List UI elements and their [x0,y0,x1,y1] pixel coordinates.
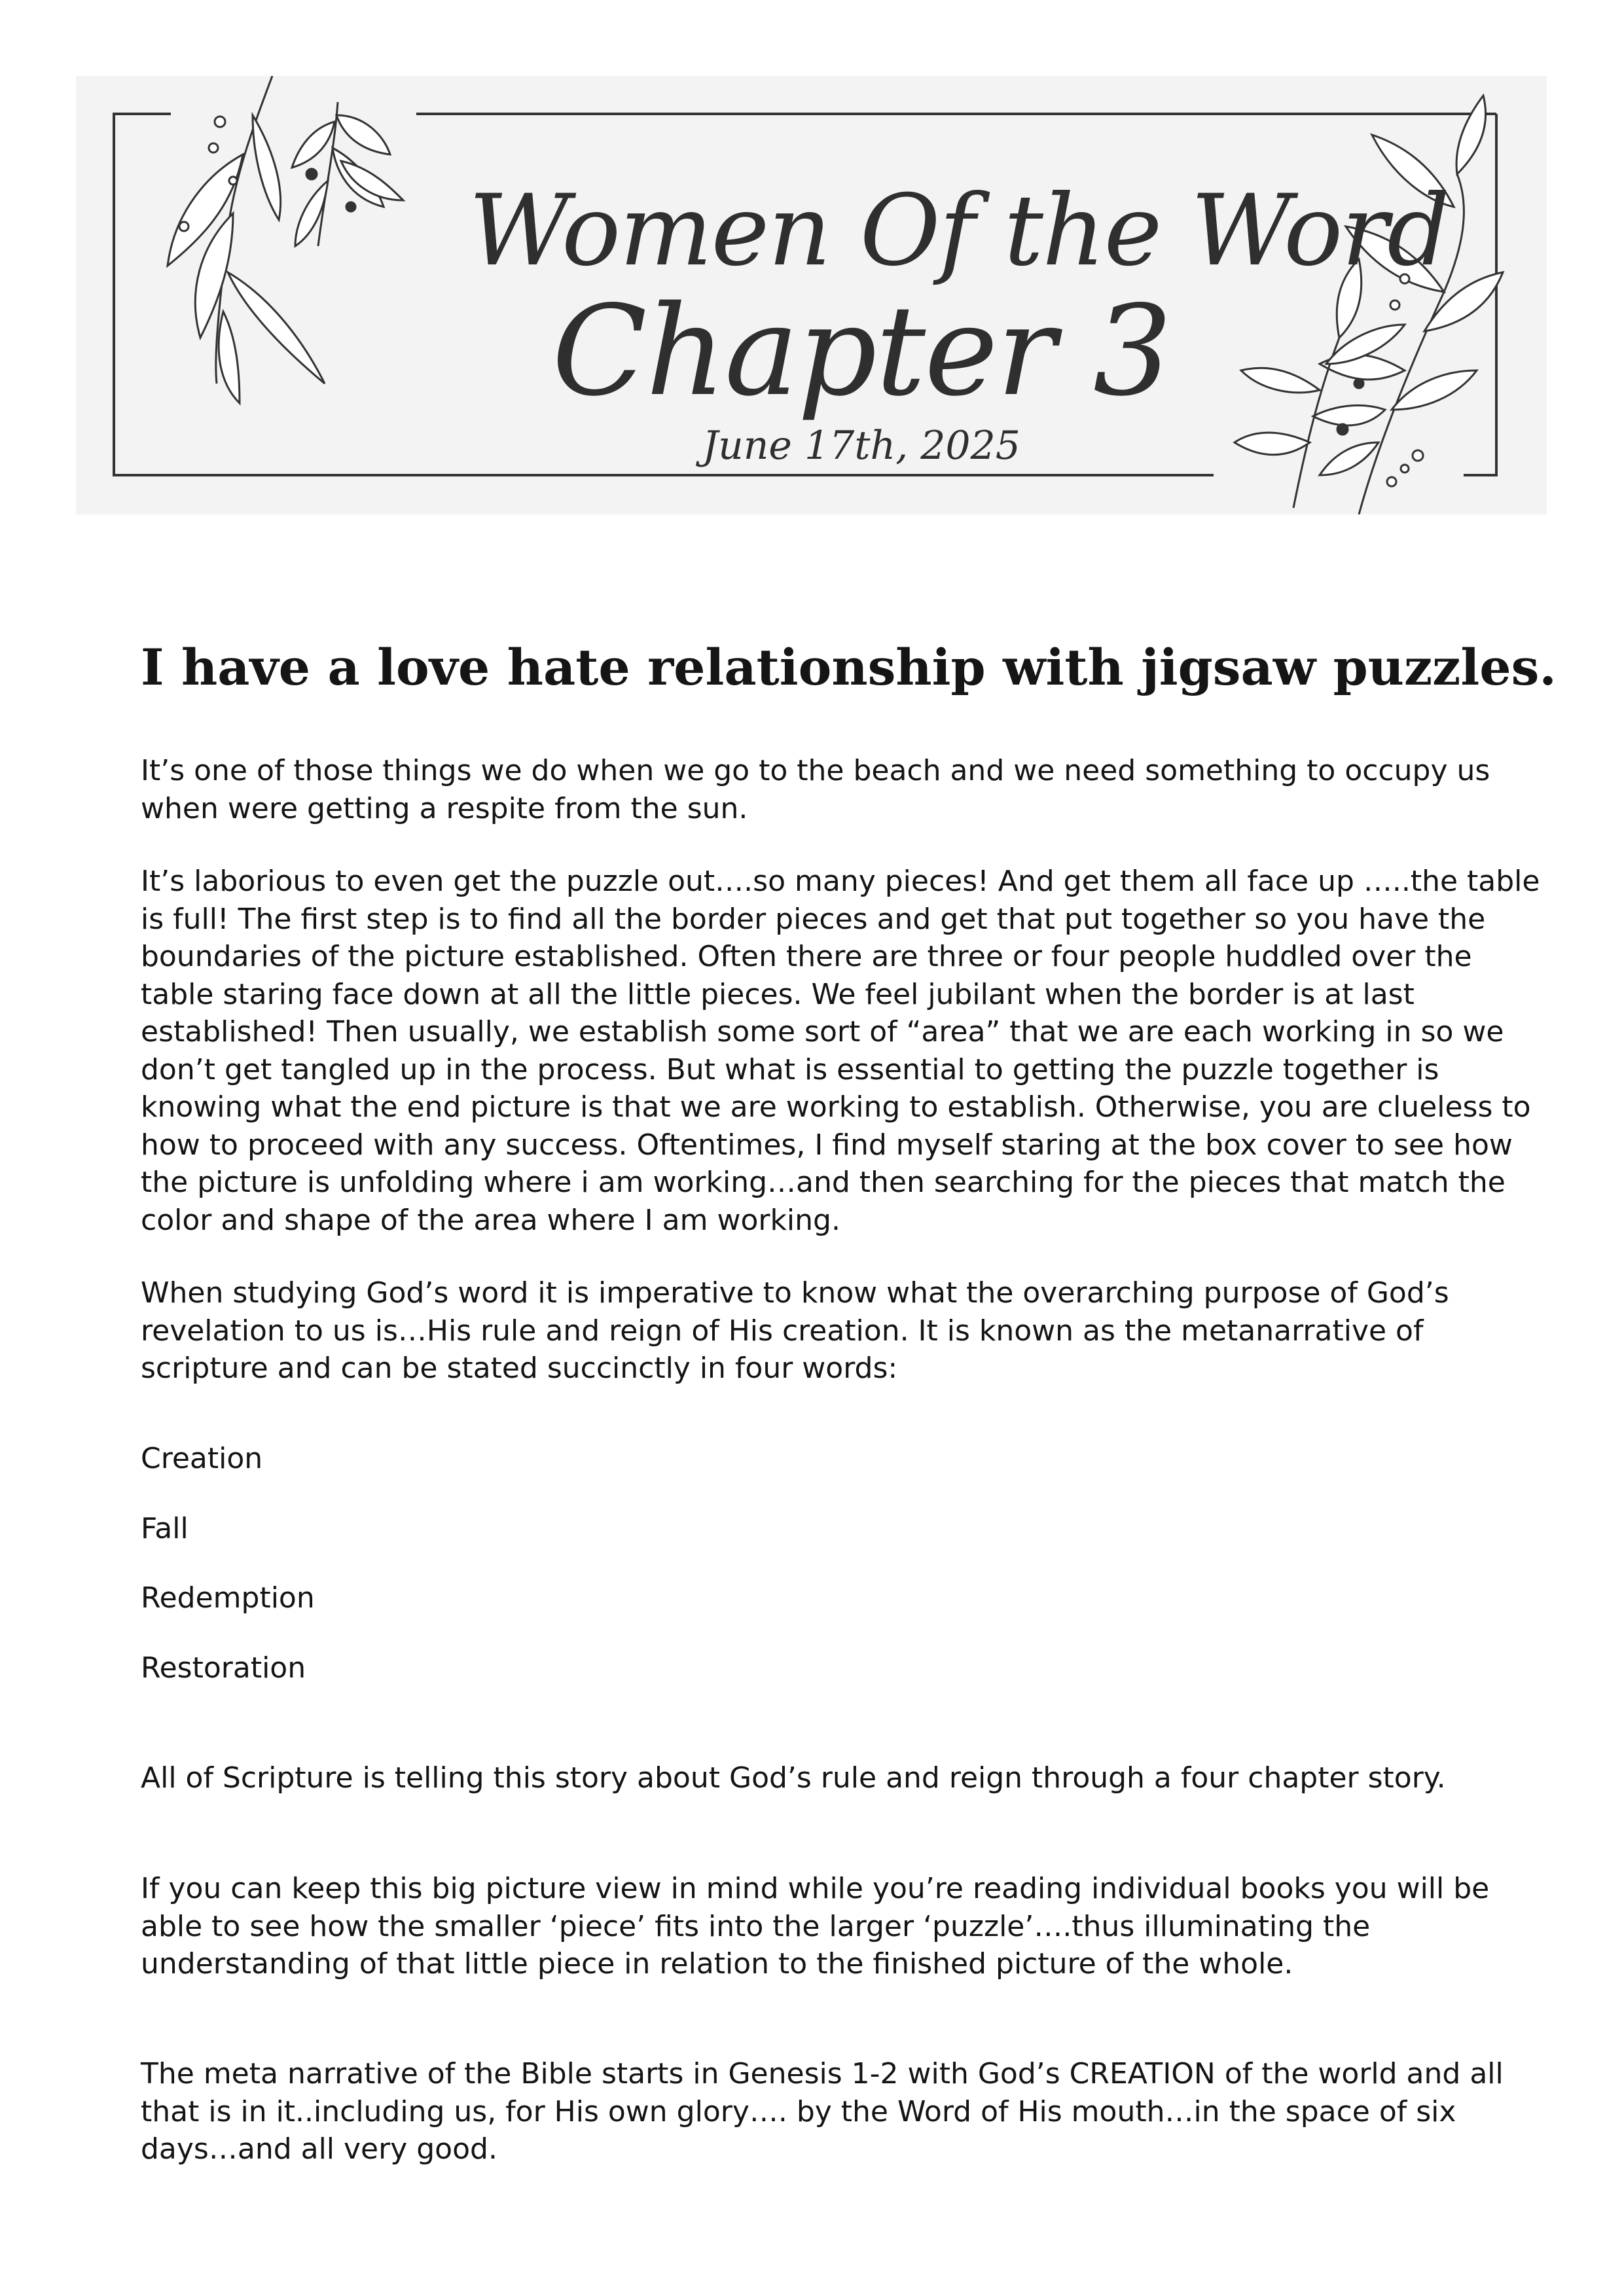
banner-title-block [76,76,1547,514]
list-item: Creation [141,1442,263,1475]
list-item: Fall [141,1512,189,1545]
paragraph-metanarrative: When studying God’s word it is imperative to know what the overarching purpose of God’s revelation to us is…His rule and reign of His creation. It is known as the metanarrative of scripture and can be stated succinctly in four words: [141,1276,1449,1385]
article-headline: I have a love hate relationship with jigsaw puzzles. [141,638,1557,696]
paragraph-puzzle: It’s laborious to even get the puzzle out….so many pieces! And get them all face up …..the table is full! The first step is to find all the border pieces and get that put together so you have the boundaries of the picture established. Often there are three or four people huddled over the table staring face down at all the little pieces. We feel jubilant when the border is at last established! Then usually, we establish some sort of “area” that we are each working in so we don’t get tangled up in the process. But what is essential to getting the puzzle together is knowing what the end picture is that we are working to establish. Otherwise, you are clueless to how to proceed with any success. Oftentimes, I find myself staring at the box cover to see how the picture is unfolding where i am working…and then searching for the pieces that match the color and shape of the area where I am working. [141,865,1540,1237]
list-item: Redemption [141,1581,315,1615]
paragraph-genesis: The meta narrative of the Bible starts in Genesis 1-2 with God’s CREATION of the world and all that is in it..including us, for His own glory…. by the Word of His mouth…in the space of six days…and all very good. [141,2057,1504,2166]
chapter-title: Chapter 3 [552,279,1171,423]
paragraph-summary: All of Scripture is telling this story about God’s rule and reign through a four chapter story. [141,1761,1446,1795]
chapter-date: June 17th, 2025 [702,423,1020,469]
header-banner [76,76,1547,514]
list-item: Restoration [141,1651,306,1685]
paragraph-big-picture: If you can keep this big picture view in mind while you’re reading individual books you will be able to see how the smaller ‘piece’ fits into the larger ‘puzzle’….thus illuminating the understanding of that little piece in relation to the finished picture of the whole. [141,1872,1490,1981]
series-title: Women Of the Word [469,174,1449,288]
paragraph-intro: It’s one of those things we do when we go to the beach and we need something to occupy us when were getting a respite from the sun. [141,754,1490,825]
